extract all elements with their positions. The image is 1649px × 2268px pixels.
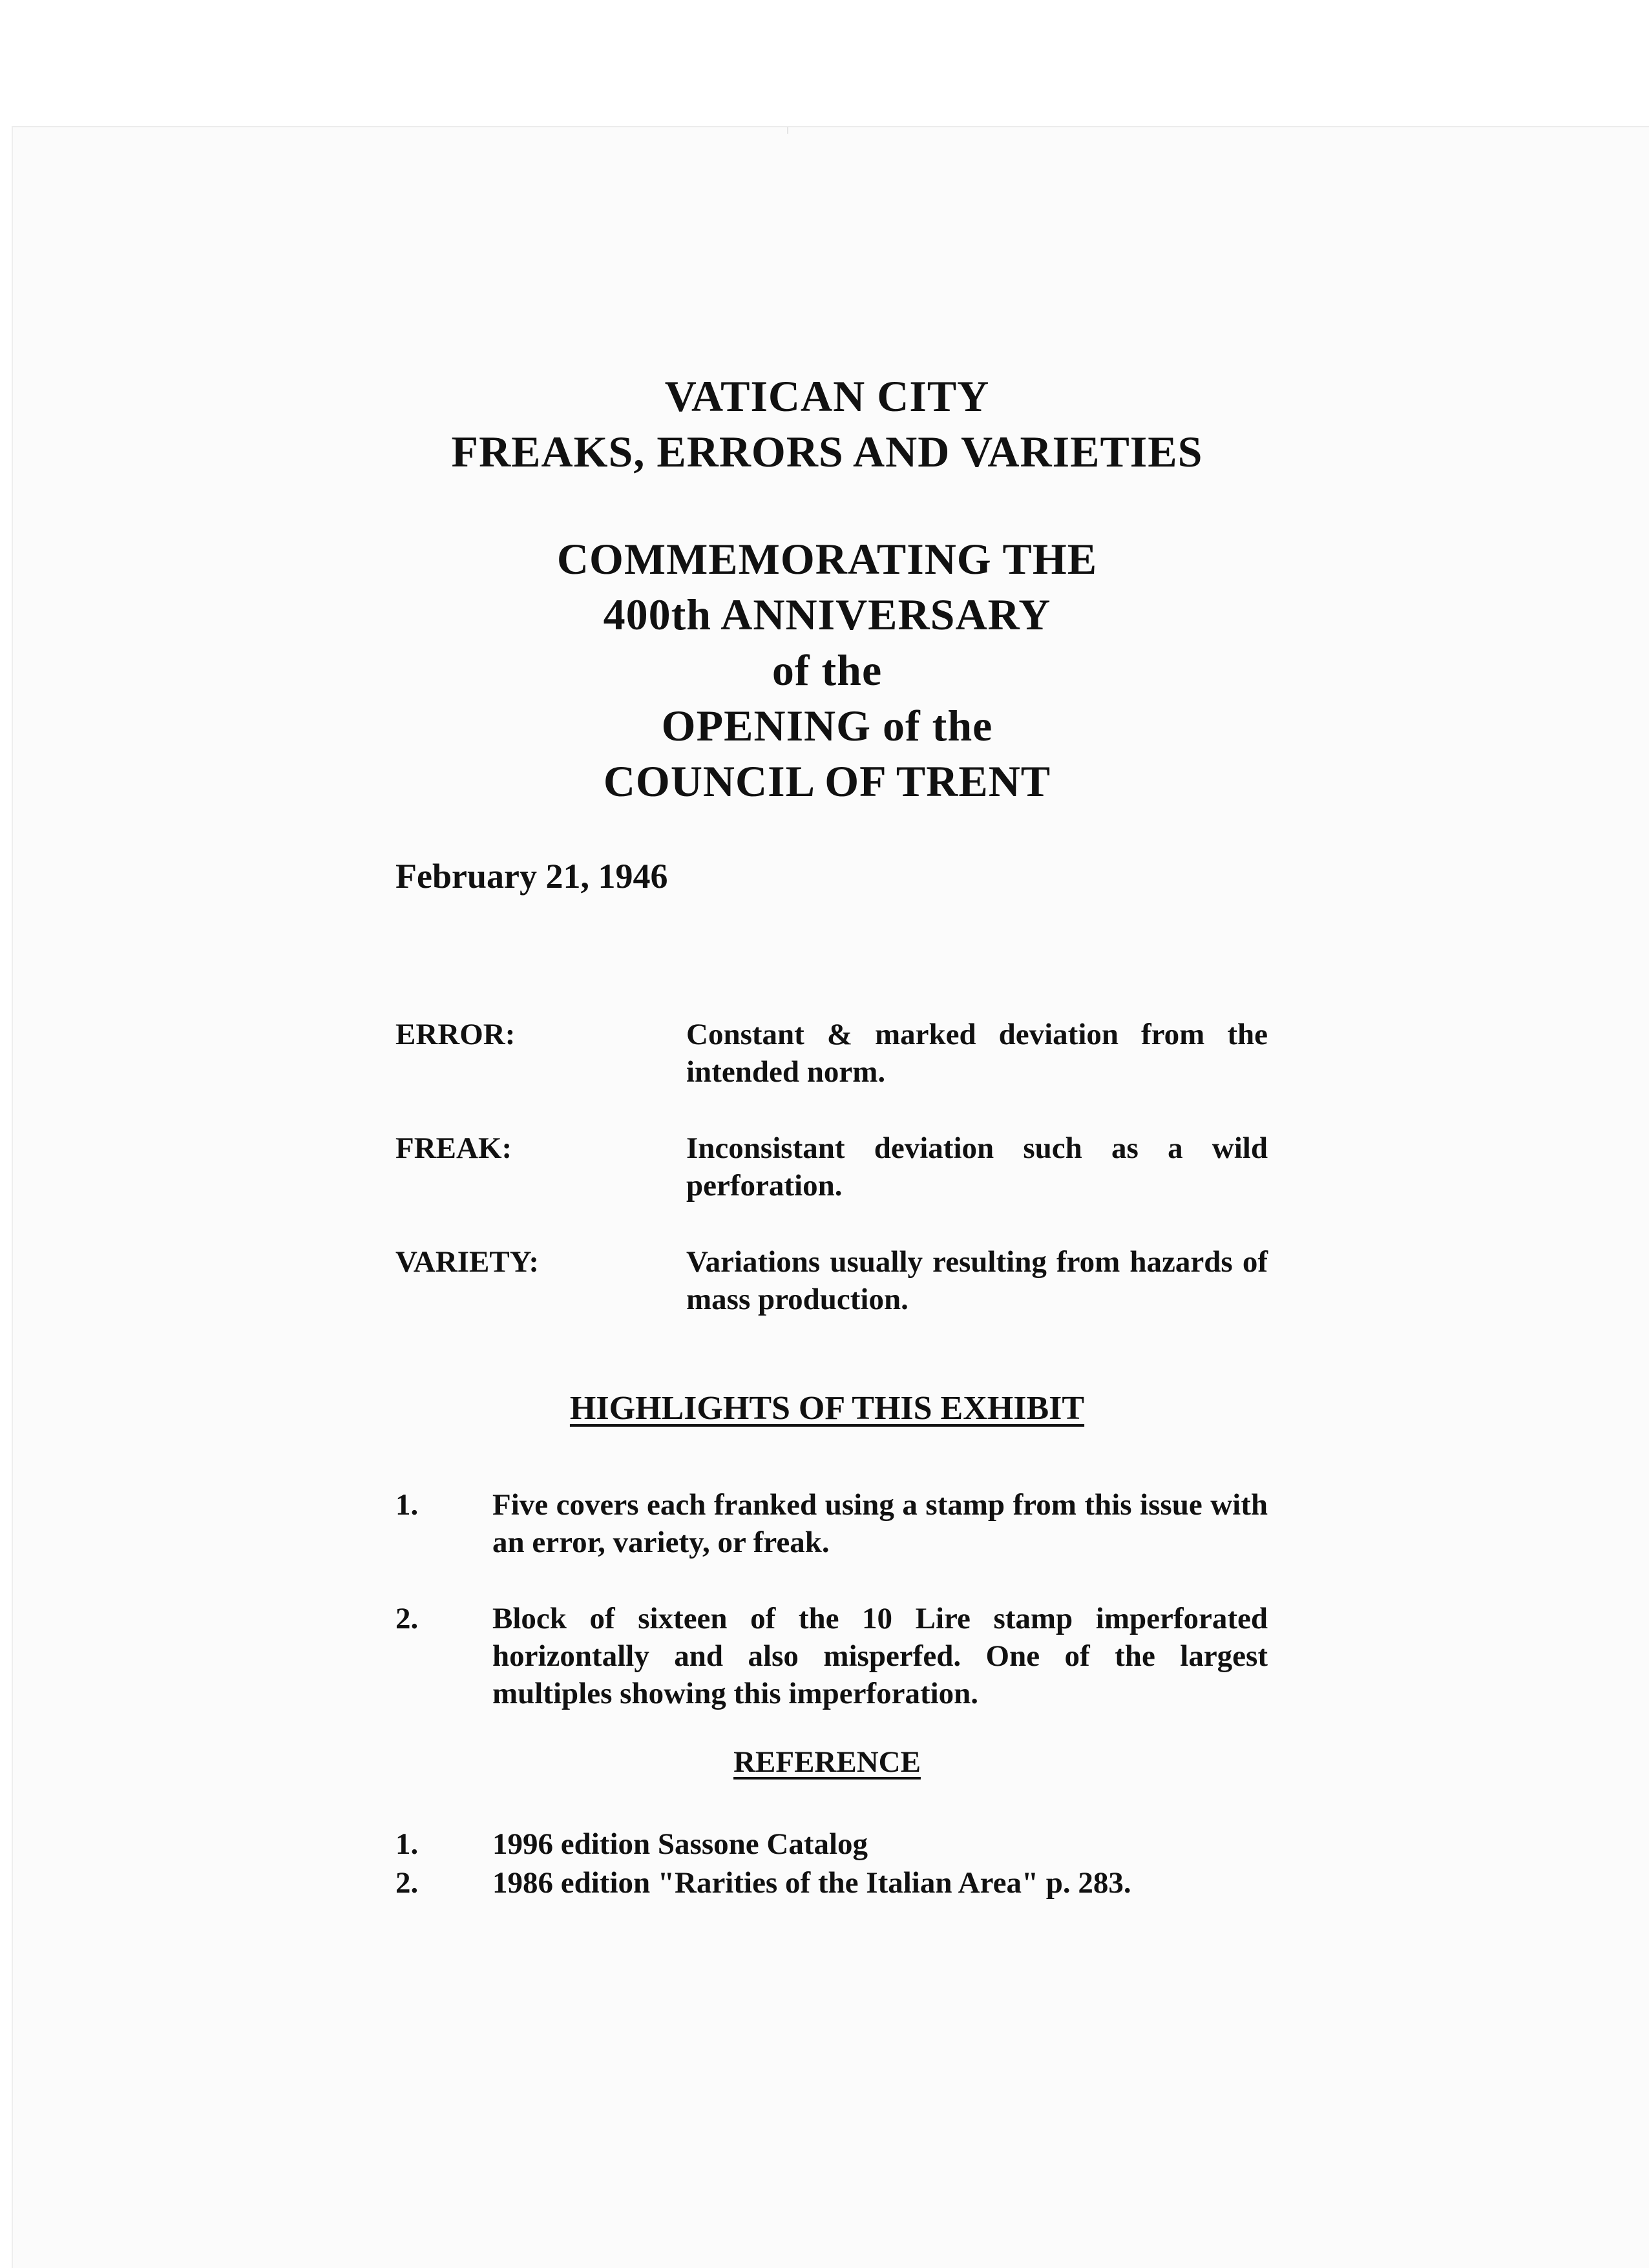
commemoration-line-2: 400th ANNIVERSARY: [603, 590, 1051, 639]
fold-mark: [787, 127, 788, 134]
list-text: 1996 edition Sassone Catalog: [492, 1827, 868, 1861]
definition-text: Inconsistant deviation such as a wild perforation.: [686, 1131, 1268, 1202]
definition-term: ERROR:: [395, 1018, 516, 1051]
commemoration-line-3: of the: [772, 646, 883, 695]
definition-term: FREAK:: [395, 1131, 512, 1165]
list-text: Block of sixteen of the 10 Lire stamp imperforated horizontally and also misperfed. One of the largest multiples showing this imperforation.: [492, 1602, 1268, 1710]
list-number: 1.: [395, 1488, 419, 1522]
title-line-2: FREAKS, ERRORS AND VARIETIES: [451, 427, 1203, 476]
commemoration-heading: [388, 531, 1266, 809]
reference-heading: REFERENCE: [733, 1745, 921, 1779]
commemoration-line-1: COMMEMORATING THE: [556, 534, 1098, 583]
commemoration-line-5: COUNCIL OF TRENT: [603, 757, 1051, 806]
definition-term: VARIETY:: [395, 1245, 540, 1279]
issue-date: February 21, 1946: [395, 857, 668, 896]
commemoration-line-4: OPENING of the: [661, 701, 993, 750]
list-number: 1.: [395, 1827, 419, 1861]
definition-text: Constant & marked deviation from the intended norm.: [686, 1018, 1268, 1089]
definition-text: Variations usually resulting from hazards of mass production.: [686, 1245, 1268, 1316]
list-number: 2.: [395, 1602, 419, 1635]
document-title: [388, 368, 1266, 479]
list-number: 2.: [395, 1866, 419, 1900]
list-text: 1986 edition "Rarities of the Italian Area" p. 283.: [492, 1866, 1131, 1900]
highlights-heading: HIGHLIGHTS OF THIS EXHIBIT: [569, 1390, 1085, 1427]
list-text: Five covers each franked using a stamp from this issue with an error, variety, or freak.: [492, 1488, 1268, 1559]
title-line-1: VATICAN CITY: [664, 372, 990, 421]
